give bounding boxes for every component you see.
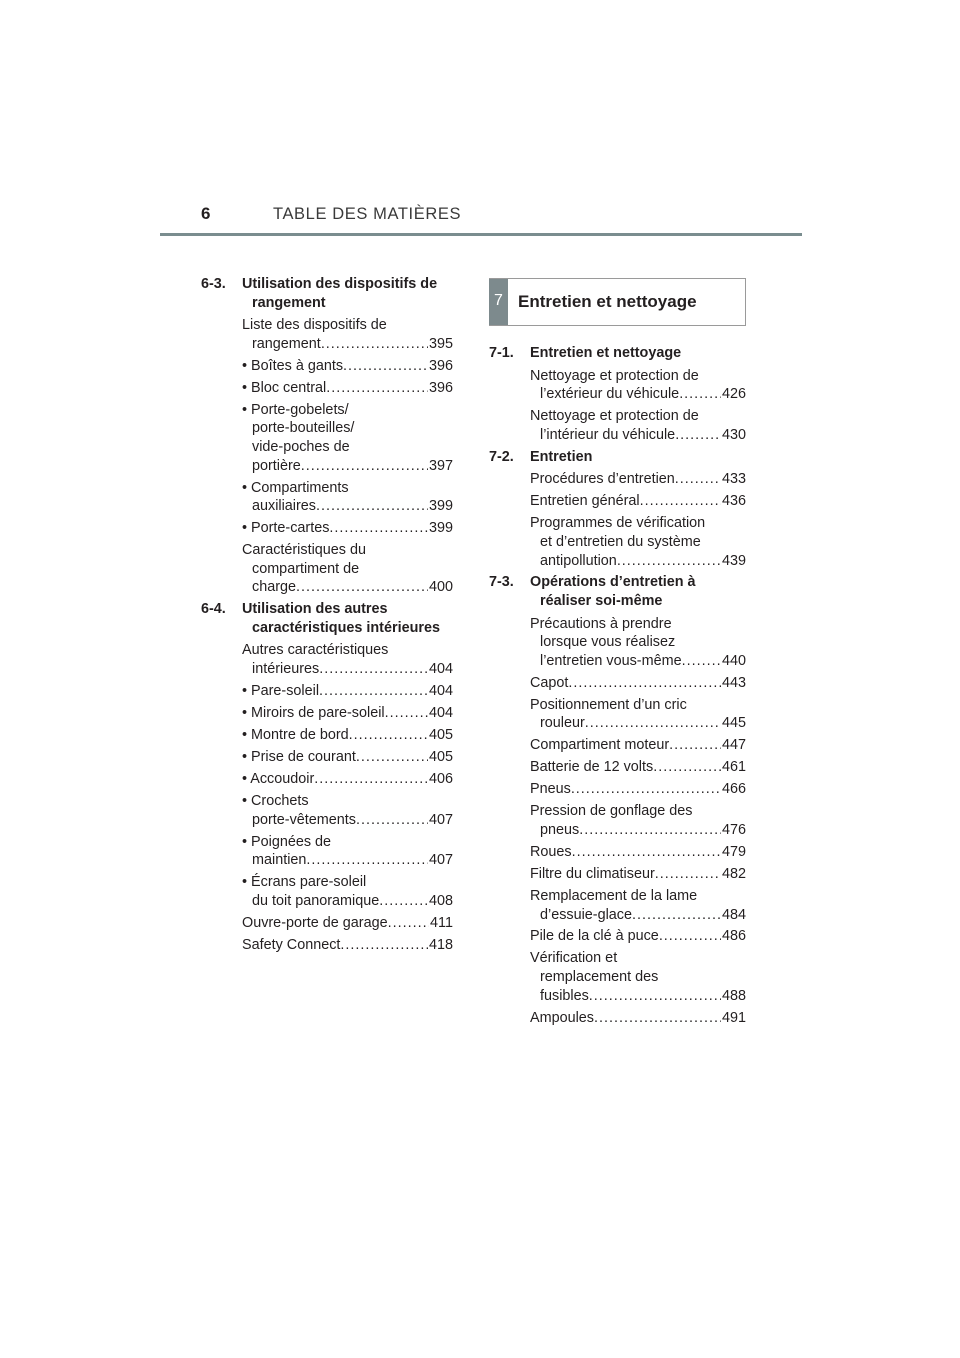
chapter-header[interactable] (489, 278, 746, 326)
entry-text: Nettoyage et protection de (530, 367, 699, 384)
entry-text: lorsque vous réalisez (540, 634, 676, 651)
entry-text: Entretien général (530, 493, 640, 510)
entry-text: pneus (540, 821, 580, 838)
toc-entry[interactable] (530, 736, 746, 755)
page-ref: 439 (721, 552, 746, 569)
page-ref: 399 (428, 498, 453, 515)
entry-text: Caractéristiques du (242, 542, 366, 559)
entry-text: antipollution (540, 552, 617, 569)
page-ref: 436 (721, 493, 746, 510)
toc-entry[interactable] (242, 401, 453, 475)
entry-text: intérieures (252, 661, 320, 678)
page-ref: 433 (721, 471, 746, 488)
page-ref: 405 (428, 748, 453, 765)
dot-leader (640, 492, 721, 511)
entry-text: • Pare-soleil (242, 683, 320, 699)
page-number: 6 (201, 204, 211, 223)
entry-text: rouleur (540, 715, 585, 732)
toc-entry[interactable] (530, 674, 746, 693)
toc-entry[interactable] (530, 949, 746, 1005)
toc-entry[interactable] (530, 615, 746, 671)
page-ref: 445 (721, 715, 746, 732)
toc-entry[interactable] (242, 770, 453, 789)
section-number: 7-1. (489, 345, 514, 361)
section-6-4[interactable] (201, 600, 453, 637)
dot-leader (356, 748, 428, 767)
page-ref: 491 (721, 1009, 746, 1026)
toc-entry[interactable] (242, 873, 453, 910)
section-title: Entretien et nettoyage (530, 345, 682, 361)
page-ref: 476 (721, 821, 746, 838)
entry-text: Autres caractéristiques (242, 642, 389, 659)
dot-leader (356, 811, 428, 830)
entry-text: • Montre de bord (242, 726, 349, 743)
entry-text: et d’entretien du système (540, 533, 701, 550)
toc-entry[interactable] (530, 470, 746, 489)
dot-leader (679, 385, 721, 404)
dot-leader (579, 821, 721, 840)
page-ref: 479 (721, 843, 746, 860)
entry-text: Compartiment moteur (530, 737, 670, 754)
toc-entry[interactable] (530, 758, 746, 777)
toc-entry[interactable] (530, 843, 746, 862)
dot-leader (349, 726, 428, 745)
section-title: Opérations d’entretien à réaliser soi-même (530, 574, 696, 610)
dot-leader (659, 927, 721, 946)
section-7-3[interactable] (489, 573, 746, 610)
dot-leader (669, 736, 721, 755)
toc-entry[interactable] (242, 357, 453, 376)
dot-leader (296, 578, 428, 597)
dot-leader (655, 865, 721, 884)
dot-leader (388, 914, 429, 933)
toc-entry[interactable] (242, 833, 453, 870)
toc-entry[interactable] (242, 379, 453, 398)
header-title: TABLE DES MATIÈRES (273, 205, 462, 223)
entry-text: • Crochets (242, 792, 309, 809)
entry-text: Ampoules (530, 1009, 594, 1026)
page-ref: 484 (721, 906, 746, 923)
toc-entry[interactable] (530, 367, 746, 404)
entry-text: porte-vêtements (252, 811, 356, 828)
dot-leader (314, 770, 428, 789)
section-7-1[interactable] (489, 344, 746, 363)
toc-entry[interactable] (242, 316, 453, 353)
toc-entry[interactable] (530, 514, 746, 570)
entry-text: d’essuie-glace (540, 906, 632, 923)
dot-leader (301, 457, 428, 476)
page-ref: 407 (428, 852, 453, 869)
entry-text: Filtre du climatiseur (530, 865, 655, 882)
dot-leader (379, 892, 428, 911)
entry-text: Capot (530, 674, 569, 691)
toc-entry[interactable] (242, 519, 453, 538)
entry-text: Ouvre-porte de garage (242, 914, 388, 931)
dot-leader (589, 987, 721, 1006)
header-rule (160, 233, 802, 236)
toc-entry[interactable] (242, 541, 453, 597)
entry-text: charge (252, 579, 297, 596)
dot-leader (653, 758, 721, 777)
entry-text: • Porte-cartes (242, 520, 330, 537)
entry-text: Roues (530, 843, 572, 860)
page-ref: 440 (721, 652, 746, 669)
section-title: Entretien (530, 448, 593, 465)
page-ref: 399 (428, 520, 453, 537)
dot-leader (326, 379, 428, 398)
dot-leader (306, 851, 428, 870)
entry-text: Pile de la clé à puce (530, 928, 659, 945)
page-ref: 486 (721, 928, 746, 945)
page-ref: 404 (428, 704, 453, 721)
page-ref: 396 (428, 357, 453, 374)
entry-text: Liste des dispositifs de (242, 317, 387, 334)
entry-text: rangement (252, 335, 321, 352)
page-ref: 488 (721, 987, 746, 1004)
entry-text: • Miroirs de pare-soleil (242, 704, 385, 721)
page-ref: 400 (428, 579, 453, 596)
entry-text: Remplacement de la lame (530, 887, 698, 904)
toc-entry[interactable] (530, 492, 746, 511)
toc-entry[interactable] (530, 407, 746, 444)
page-ref: 482 (721, 865, 746, 882)
toc-entry[interactable] (242, 726, 453, 745)
left-column (201, 275, 453, 958)
entry-text: • Prise de courant (242, 748, 356, 765)
dot-leader (319, 660, 428, 679)
page-ref: 395 (428, 335, 453, 352)
entry-text: compartiment de (252, 560, 360, 577)
entry-text: Pression de gonflage des (530, 803, 693, 820)
page-ref: 404 (428, 661, 453, 678)
dot-leader (343, 357, 428, 376)
toc-entry[interactable] (530, 696, 746, 733)
toc-entry[interactable] (242, 704, 453, 723)
page-ref: 418 (428, 936, 453, 953)
right-column (489, 278, 746, 1031)
toc-entry[interactable] (242, 914, 453, 933)
entry-text: • Boîtes à gants (242, 357, 344, 374)
entry-text: porte-bouteilles/ (252, 420, 355, 437)
toc-entry[interactable] (530, 927, 746, 946)
dot-leader (571, 780, 721, 799)
entry-text: • Accoudoir (242, 770, 315, 787)
entry-text: Batterie de 12 volts (530, 759, 654, 776)
dot-leader (585, 714, 721, 733)
chapter-title: Entretien et nettoyage (518, 291, 697, 311)
section-number: 6-4. (201, 601, 226, 618)
entry-text: du toit panoramique (252, 892, 380, 909)
entry-text: Précautions à prendre (530, 615, 672, 632)
entry-text: Programmes de vérification (530, 515, 706, 532)
entry-text: Safety Connect (242, 936, 341, 953)
dot-leader (675, 470, 721, 489)
dot-leader (329, 519, 428, 538)
toc-entry[interactable] (242, 792, 453, 829)
section-number: 7-3. (489, 574, 514, 591)
dot-leader (572, 843, 721, 862)
page-ref: 397 (428, 457, 453, 474)
entry-text: auxiliaires (252, 498, 316, 515)
dot-leader (319, 682, 428, 701)
page-ref: 396 (428, 379, 453, 396)
page-ref: 405 (428, 726, 453, 743)
entry-text: • Poignées de (242, 833, 332, 850)
toc-entry[interactable] (242, 936, 453, 955)
dot-leader (617, 552, 721, 571)
section-number: 7-2. (489, 448, 514, 465)
entry-text: vide-poches de (252, 438, 350, 455)
toc-entry[interactable] (242, 682, 453, 701)
page-ref: 408 (428, 892, 453, 909)
page-ref: 404 (428, 683, 453, 699)
section-title: Utilisation des autres caractéristiques intérieures (242, 601, 440, 636)
dot-leader (568, 674, 721, 693)
page-ref: 461 (721, 759, 746, 776)
toc-entry[interactable] (242, 479, 453, 516)
dot-leader (594, 1009, 721, 1028)
section-7-2[interactable] (489, 448, 746, 467)
toc-entry[interactable] (530, 1009, 746, 1028)
dot-leader (321, 335, 428, 354)
toc-entry[interactable] (530, 887, 746, 924)
page-ref: 430 (721, 426, 746, 443)
toc-entry[interactable] (530, 780, 746, 799)
page-ref: 447 (721, 737, 746, 754)
entry-text: l’entretien vous-même (540, 652, 682, 669)
toc-entry[interactable] (530, 865, 746, 884)
entry-text: Vérification et (530, 950, 618, 967)
section-6-3[interactable] (201, 275, 453, 312)
toc-entry[interactable] (242, 748, 453, 767)
entry-text: fusibles (540, 987, 589, 1004)
entry-text: Positionnement d’un cric (530, 696, 687, 713)
chapter-number-tab: 7 (489, 279, 508, 325)
entry-text: Procédures d’entretien (530, 471, 675, 488)
page-ref: 426 (721, 386, 746, 403)
toc-entry[interactable] (242, 641, 453, 678)
page-ref: 443 (721, 674, 746, 691)
entry-text: • Porte-gobelets/ (242, 401, 349, 418)
page-ref: 466 (721, 781, 746, 798)
entry-text: • Compartiments (242, 479, 349, 496)
entry-text: • Écrans pare-soleil (242, 874, 367, 891)
entry-text: remplacement des (540, 969, 659, 986)
entry-text: l’extérieur du véhicule (540, 386, 680, 403)
toc-entry[interactable] (530, 802, 746, 839)
entry-text: maintien (252, 852, 307, 869)
entry-text: Nettoyage et protection de (530, 408, 699, 425)
dot-leader (682, 652, 721, 671)
dot-leader (385, 704, 428, 723)
page-header (0, 0, 960, 240)
dot-leader (675, 426, 721, 445)
dot-leader (632, 906, 721, 925)
entry-text: l’intérieur du véhicule (540, 426, 676, 443)
dot-leader (340, 936, 428, 955)
entry-text: Pneus (530, 781, 571, 798)
page-ref: 411 (430, 914, 453, 931)
page-ref: 407 (428, 811, 453, 828)
entry-text: • Bloc central (242, 379, 327, 396)
section-title: Utilisation des dispositifs de rangement (242, 276, 438, 311)
section-number: 6-3. (201, 276, 226, 292)
dot-leader (316, 497, 428, 516)
page-ref: 406 (428, 770, 453, 787)
entry-text: portière (252, 457, 301, 474)
